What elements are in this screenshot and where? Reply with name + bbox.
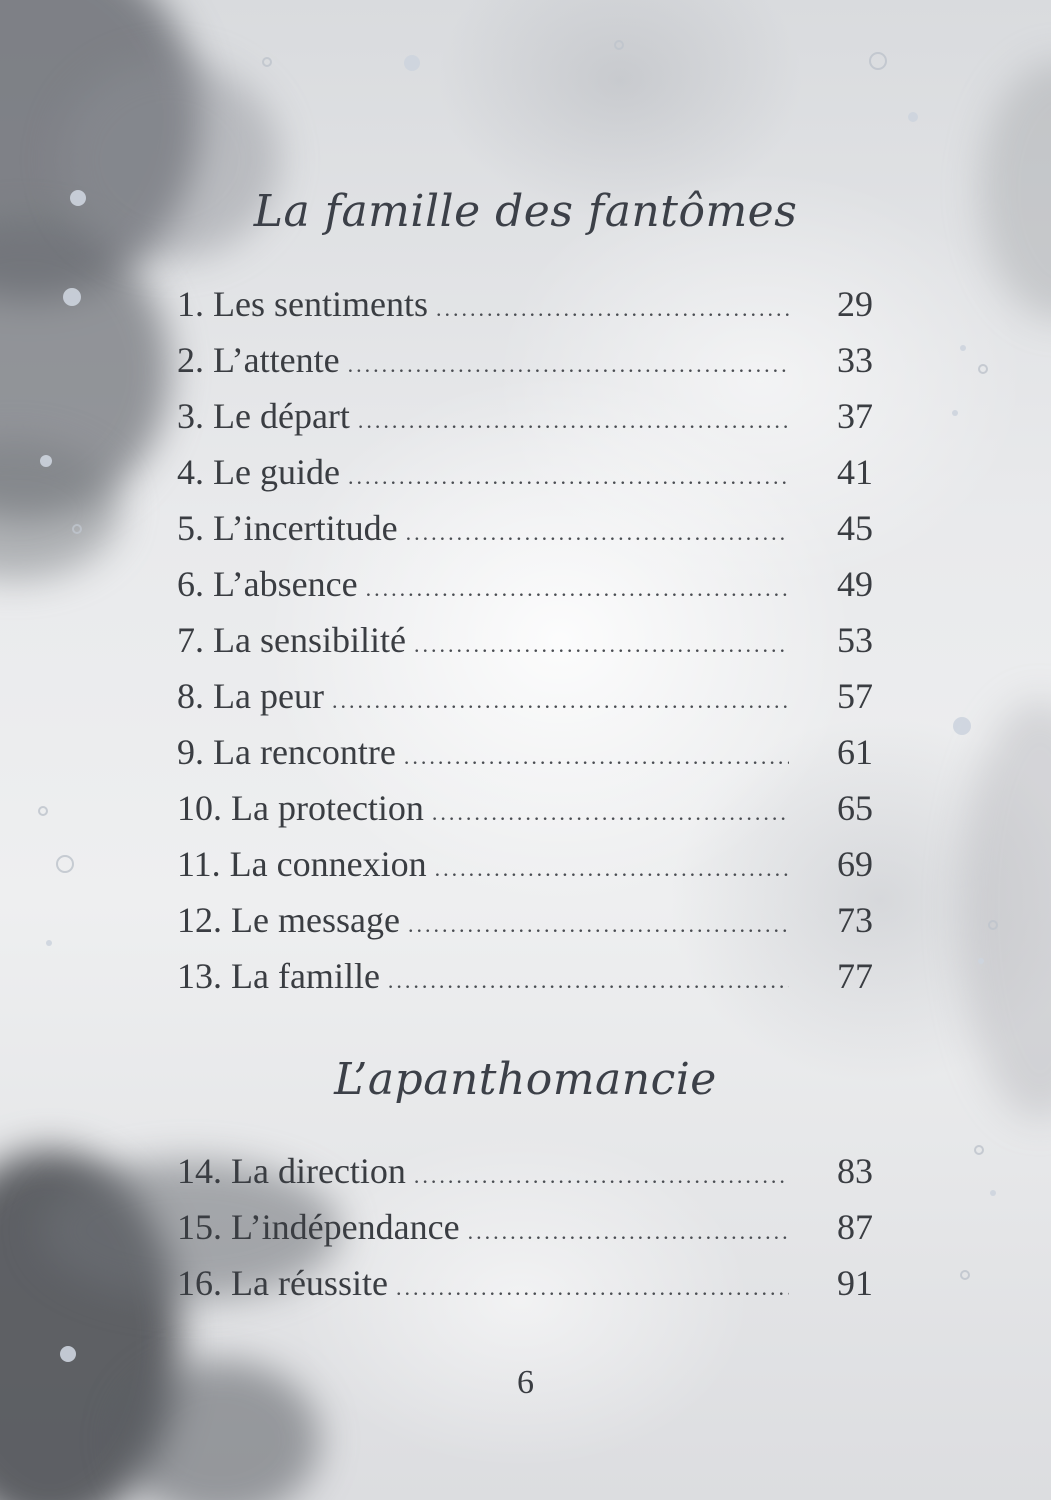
dot-leader: [432, 785, 789, 841]
decorative-dot: [978, 958, 984, 964]
toc-entry-label: 3. Le départ: [177, 396, 350, 436]
toc-entry-label: 7. La sensibilité: [177, 620, 406, 660]
dot-leader: [408, 897, 789, 953]
dot-leader: [348, 449, 789, 505]
toc-entry-page: 73: [837, 900, 873, 940]
toc-entry-page: 53: [837, 620, 873, 660]
decorative-dot: [960, 345, 966, 351]
decorative-ring: [262, 57, 272, 67]
toc-entry: [177, 948, 873, 1004]
toc-entry: [177, 724, 873, 780]
toc-entry-label: 8. La peur: [177, 676, 324, 716]
toc-entry: [177, 780, 873, 836]
dot-leader: [332, 673, 789, 729]
toc-entry-page: 65: [837, 788, 873, 828]
toc-entry-label: 5. L’incertitude: [177, 508, 398, 548]
toc-entry: [177, 388, 873, 444]
dot-leader: [348, 337, 789, 393]
dot-leader: [436, 281, 789, 337]
decorative-dot: [404, 55, 420, 71]
dot-leader: [358, 393, 789, 449]
dot-leader: [404, 729, 789, 785]
toc-entry-label: 2. L’attente: [177, 340, 340, 380]
dot-leader: [406, 505, 789, 561]
decorative-dot: [908, 112, 918, 122]
decorative-dot: [46, 940, 52, 946]
toc-entry: [177, 668, 873, 724]
decorative-dot: [60, 1346, 76, 1362]
toc-entry-page: 49: [837, 564, 873, 604]
toc-entry-page: 83: [837, 1151, 873, 1191]
decorative-ring: [72, 524, 82, 534]
section-heading: La famille des fantômes: [253, 186, 798, 237]
decorative-dot: [953, 717, 971, 735]
decorative-ring: [960, 1270, 970, 1280]
toc-entry-label: 15. L’indépendance: [177, 1207, 460, 1247]
decorative-ring: [978, 364, 988, 374]
dot-leader: [414, 617, 789, 673]
decorative-dot: [952, 410, 958, 416]
toc-entry: [177, 556, 873, 612]
toc-entry-label: 6. L’absence: [177, 564, 358, 604]
toc-entry-label: 14. La direction: [177, 1151, 406, 1191]
dot-leader: [388, 953, 789, 1009]
toc-entry-page: 61: [837, 732, 873, 772]
decorative-ring: [614, 40, 624, 50]
toc-entry-page: 37: [837, 396, 873, 436]
toc-entry-page: 57: [837, 676, 873, 716]
dot-leader: [366, 561, 789, 617]
toc-entry: [177, 500, 873, 556]
toc-entry-page: 87: [837, 1207, 873, 1247]
toc-entry: [177, 1143, 873, 1199]
decorative-ring: [56, 855, 74, 873]
toc-entry-page: 91: [837, 1263, 873, 1303]
decorative-dot: [63, 288, 81, 306]
toc-entry-label: 10. La protection: [177, 788, 424, 828]
dot-leader: [435, 841, 789, 897]
table-of-contents: [177, 276, 873, 1004]
dot-leader: [414, 1148, 789, 1204]
toc-entry-label: 11. La connexion: [177, 844, 427, 884]
toc-entry: [177, 612, 873, 668]
toc-entry-page: 77: [837, 956, 873, 996]
dot-leader: [468, 1204, 789, 1260]
page-number: 6: [517, 1364, 534, 1401]
toc-entry: [177, 276, 873, 332]
toc-entry: [177, 892, 873, 948]
toc-entry-page: 45: [837, 508, 873, 548]
decorative-dot: [40, 455, 52, 467]
decorative-dot: [990, 1190, 996, 1196]
toc-entry-label: 13. La famille: [177, 956, 380, 996]
toc-entry-label: 16. La réussite: [177, 1263, 388, 1303]
toc-entry-page: 41: [837, 452, 873, 492]
toc-entry: [177, 836, 873, 892]
decorative-ring: [974, 1145, 984, 1155]
decorative-ring: [988, 920, 998, 930]
toc-entry-page: 29: [837, 284, 873, 324]
toc-entry: [177, 332, 873, 388]
dot-leader: [396, 1260, 789, 1316]
toc-entry: [177, 1199, 873, 1255]
section-heading: L’apanthomancie: [334, 1054, 717, 1105]
table-of-contents: [177, 1143, 873, 1311]
toc-entry-page: 33: [837, 340, 873, 380]
toc-entry: [177, 444, 873, 500]
toc-entry-label: 1. Les sentiments: [177, 284, 428, 324]
toc-entry-label: 12. Le message: [177, 900, 400, 940]
decorative-ring: [38, 806, 48, 816]
toc-entry-label: 9. La rencontre: [177, 732, 396, 772]
toc-entry-label: 4. Le guide: [177, 452, 340, 492]
decorative-ring: [869, 52, 887, 70]
toc-entry-page: 69: [837, 844, 873, 884]
toc-entry: [177, 1255, 873, 1311]
